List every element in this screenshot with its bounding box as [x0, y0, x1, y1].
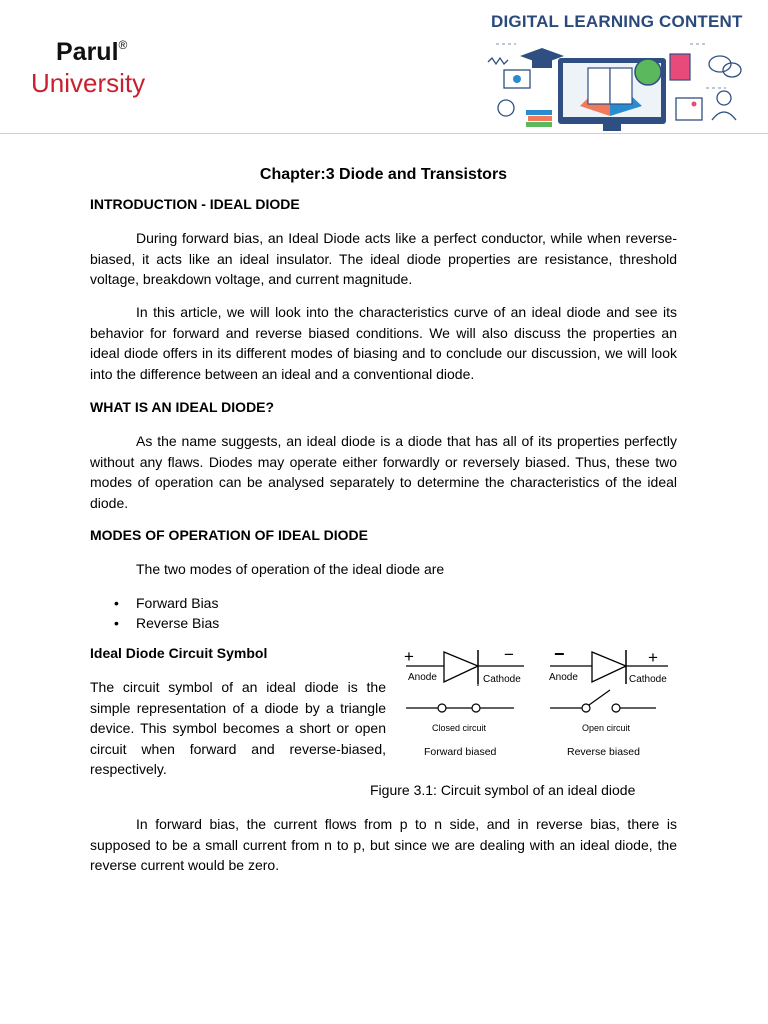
open-circuit-label: Open circuit — [582, 723, 631, 733]
list-item-text: Forward Bias — [136, 595, 219, 611]
intro-heading: INTRODUCTION - IDEAL DIODE — [90, 196, 300, 212]
digital-learning-illustration — [470, 36, 760, 134]
minus-sign: − — [554, 644, 565, 664]
diode-triangle — [592, 652, 626, 682]
page-header — [0, 0, 768, 134]
modes-list — [90, 594, 219, 633]
open-switch — [589, 690, 610, 705]
list-item-text: Reverse Bias — [136, 614, 220, 631]
symbol-paragraph: The circuit symbol of an ideal diode is the simple representation of a diode by a triangle device. This symbol becomes a short or open circuit when forward and reverse-biased, respectively. — [90, 679, 386, 777]
banner-title: DIGITAL LEARNING CONTENT — [491, 12, 743, 31]
modes-heading: MODES OF OPERATION OF IDEAL DIODE — [90, 527, 368, 543]
list-item: • Forward Bias — [114, 595, 219, 611]
forward-biased-diagram — [404, 645, 524, 758]
minus-sign: − — [504, 645, 514, 664]
intro-paragraph-1: During forward bias, an Ideal Diode acts like a perfect conductor, while when reverse-biased, it acts like an ideal insulator. The ideal diode properties are resistance, threshold voltage, breakdown voltage, and current magnitude. — [90, 230, 677, 287]
figure-caption: Figure 3.1: Circuit symbol of an ideal diode — [370, 782, 636, 798]
intro-paragraph-2: In this article, we will look into the characteristics curve of an ideal diode and see its behavior for forward and reverse biased conditions. We will also discuss the properties an ideal diode offers in its different modes of biasing and to conclude our discussion, we will look into the difference between an ideal and a conventional diode. — [90, 304, 677, 382]
anode-label: Anode — [408, 672, 437, 683]
closed-circuit-label: Closed circuit — [432, 723, 487, 733]
what-heading: WHAT IS AN IDEAL DIODE? — [90, 399, 275, 415]
cathode-label: Cathode — [483, 674, 521, 685]
header-divider — [0, 133, 768, 134]
reverse-biased-diagram — [549, 644, 668, 758]
what-paragraph: As the name suggests, an ideal diode is a diode that has all of its properties perfectly without any flaws. Diodes may operate either forwardly or reversely biased. Thus, these two modes of operation can be analysed separately to determine the characteristics of the ideal diode. — [90, 433, 677, 511]
university-logo — [56, 38, 127, 67]
plus-sign: + — [404, 647, 414, 666]
brand-subtitle: University — [31, 68, 146, 98]
cathode-label: Cathode — [629, 674, 667, 685]
registered-mark: ® — [118, 37, 128, 52]
final-paragraph: In forward bias, the current flows from p to n side, and in reverse bias, there is supposed to be a small current from n to p, but since we are dealing with an ideal diode, the reverse current would be zero. — [90, 816, 677, 873]
symbol-heading: Ideal Diode Circuit Symbol — [90, 645, 268, 661]
chapter-title: Chapter:3 Diode and Transistors — [259, 166, 508, 183]
anode-label: Anode — [549, 672, 578, 683]
plus-sign: + — [648, 648, 658, 667]
brand-name: Parul — [56, 38, 119, 66]
list-item: • Reverse Bias — [114, 614, 220, 631]
reverse-biased-label: Reverse biased — [567, 746, 640, 758]
modes-paragraph: The two modes of operation of the ideal diode are — [136, 561, 445, 577]
diode-circuit-figure — [398, 642, 678, 766]
forward-biased-label: Forward biased — [424, 746, 497, 758]
diode-triangle — [444, 652, 478, 682]
